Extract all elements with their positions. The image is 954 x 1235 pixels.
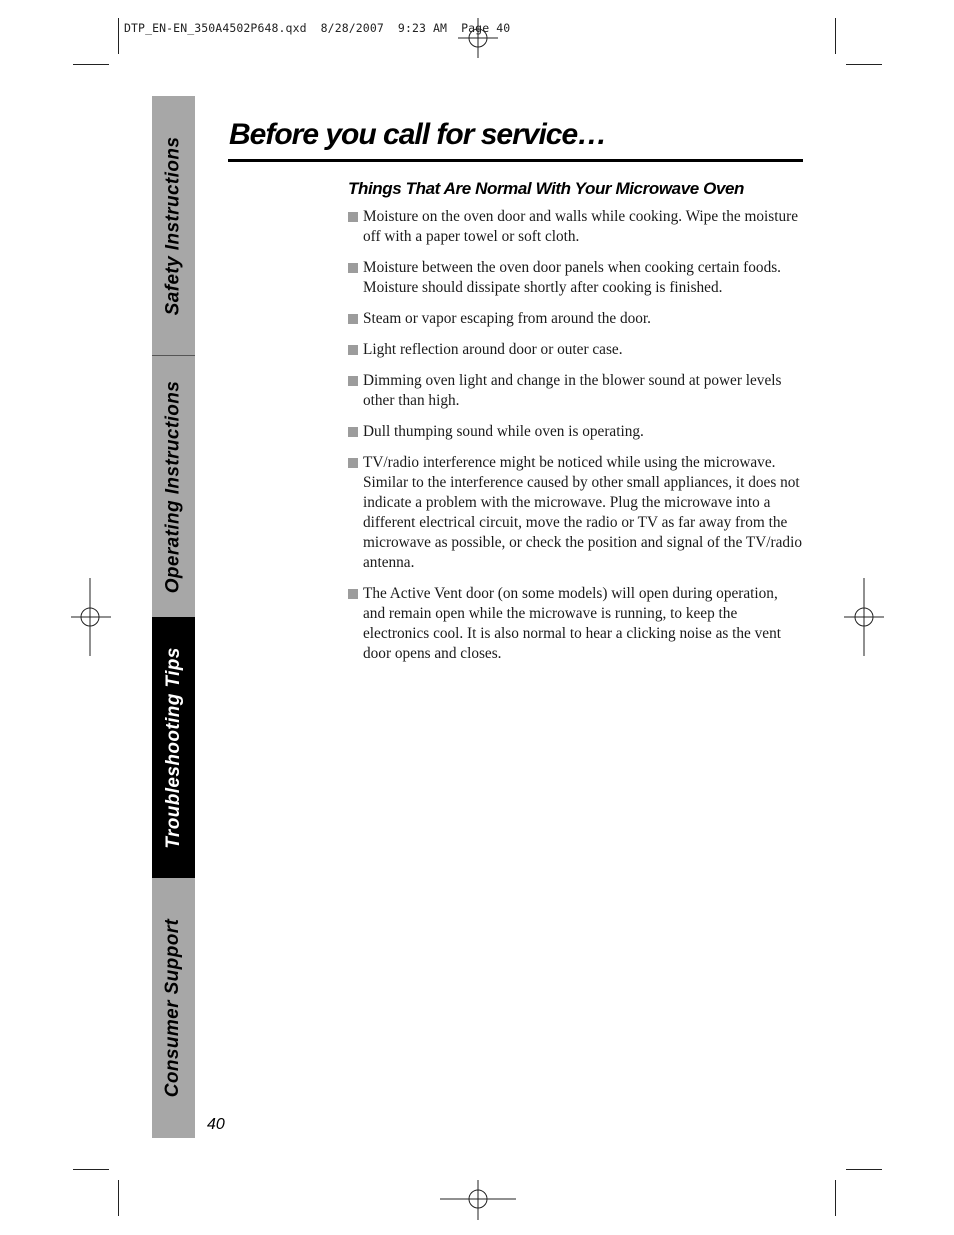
registration-mark-icon — [440, 1180, 516, 1220]
list-item-text: Light reflection around door or outer case. — [363, 341, 623, 358]
tab-label: Operating Instructions — [162, 380, 184, 593]
tab-divider — [152, 355, 195, 356]
registration-mark-icon — [71, 578, 111, 656]
list-item — [348, 422, 803, 442]
crop-mark — [835, 18, 836, 54]
list-item — [348, 258, 803, 298]
tab-troubleshooting-tips[interactable] — [152, 617, 195, 878]
tab-operating-instructions[interactable] — [152, 356, 195, 617]
crop-mark — [118, 18, 119, 54]
list-item-text: Steam or vapor escaping from around the door. — [363, 310, 652, 327]
square-bullet-icon — [348, 427, 358, 437]
page-number: 40 — [207, 1116, 225, 1133]
list-item — [348, 371, 803, 411]
list-item — [348, 309, 803, 329]
section-subtitle: Things That Are Normal With Your Microwave Oven — [348, 179, 745, 198]
normal-conditions-list — [348, 207, 803, 675]
crop-mark — [835, 1180, 836, 1216]
square-bullet-icon — [348, 314, 358, 324]
list-item-text: TV/radio interference might be noticed while using the microwave. Similar to the interference caused by other small appliances, it does not indicate a problem with the microwave. Plug the microwave into a different electrical circuit, move the radio or TV as far away from the microwave as possible, or check the position and signal of the TV/radio antenna. — [363, 454, 802, 571]
list-item — [348, 340, 803, 360]
square-bullet-icon — [348, 212, 358, 222]
list-item — [348, 207, 803, 247]
list-item-text: Moisture between the oven door panels when cooking certain foods. Moisture should dissipate shortly after cooking is finished. — [363, 259, 781, 296]
page-title: Before you call for service… — [229, 118, 607, 151]
tab-safety-instructions[interactable] — [152, 96, 195, 356]
list-item-text: Dull thumping sound while oven is operating. — [363, 423, 644, 440]
tab-label: Safety Instructions — [162, 136, 184, 316]
title-rule — [228, 159, 803, 162]
tab-label: Troubleshooting Tips — [162, 646, 184, 849]
crop-mark — [73, 64, 109, 65]
list-item-text: The Active Vent door (on some models) will open during operation, and remain open while the microwave is running, to keep the electronics cool. It is also normal to hear a clicking noise as the vent door opens and closes. — [363, 585, 781, 662]
square-bullet-icon — [348, 589, 358, 599]
registration-mark-icon — [458, 18, 498, 58]
list-item — [348, 584, 803, 664]
section-sidebar — [152, 96, 195, 1138]
tab-label: Consumer Support — [162, 918, 184, 1098]
square-bullet-icon — [348, 345, 358, 355]
list-item-text: Dimming oven light and change in the blower sound at power levels other than high. — [363, 372, 782, 409]
print-slug: DTP_EN-EN_350A4502P648.qxd 8/28/2007 9:23 AM Page 40 — [124, 21, 511, 35]
list-item — [348, 453, 803, 573]
crop-mark — [846, 1169, 882, 1170]
square-bullet-icon — [348, 376, 358, 386]
list-item-text: Moisture on the oven door and walls while cooking. Wipe the moisture off with a paper towel or soft cloth. — [363, 208, 798, 245]
crop-mark — [118, 1180, 119, 1216]
square-bullet-icon — [348, 263, 358, 273]
crop-mark — [846, 64, 882, 65]
tab-consumer-support[interactable] — [152, 878, 195, 1138]
crop-mark — [73, 1169, 109, 1170]
square-bullet-icon — [348, 458, 358, 468]
registration-mark-icon — [844, 578, 884, 656]
